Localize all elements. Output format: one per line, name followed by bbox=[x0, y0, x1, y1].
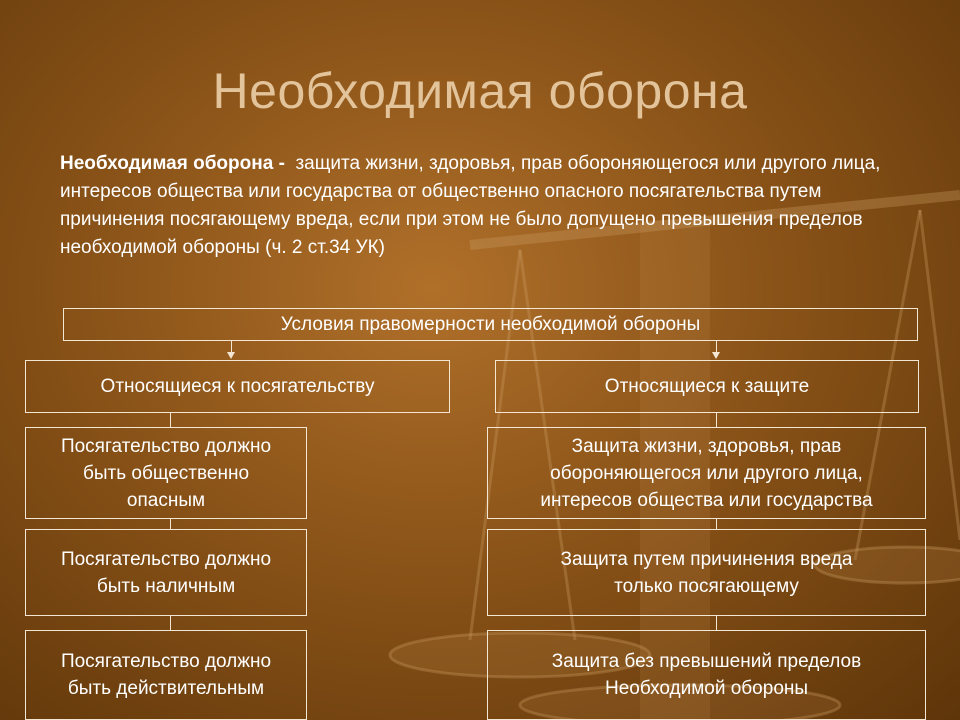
left-header-box bbox=[25, 360, 450, 413]
left-header-label: Относящиеся к посягательству bbox=[100, 376, 375, 397]
left-item-box bbox=[25, 529, 307, 616]
left-item-label: Посягательство должно быть наличным bbox=[60, 548, 272, 597]
right-item-box bbox=[487, 630, 926, 720]
left-item-label: Посягательство должно быть действительным bbox=[60, 651, 272, 699]
left-item-box bbox=[25, 630, 307, 720]
right-item-box bbox=[487, 529, 926, 616]
page-title: Необходимая оборона bbox=[212, 63, 748, 119]
definition-text: защита жизни, здоровья, прав обороняющегося или другого лица, интересов общества или государства от общественно опасного посягательства путем причинения посягающему вреда, если при этом не было допущено превышения пределов необходимой обороны (ч. 2 ст.34 УК) bbox=[60, 153, 881, 258]
root-conditions-label: Условия правомерности необходимой обороны bbox=[280, 314, 701, 335]
right-item-box bbox=[487, 427, 926, 519]
right-item-label: Защита без превышений пределов Необходимой обороны bbox=[551, 651, 862, 699]
connector-right-3 bbox=[716, 616, 717, 630]
right-header-box bbox=[495, 360, 919, 413]
connector-left-2 bbox=[170, 519, 171, 529]
definition-term: Необходимая оборона - bbox=[60, 153, 285, 174]
connector-left-1 bbox=[170, 413, 171, 427]
right-item-label: Защита жизни, здоровья, прав обороняющегося или другого лица, интересов общества или государства bbox=[540, 435, 873, 511]
connector-left-3 bbox=[170, 616, 171, 630]
right-header-label: Относящиеся к защите bbox=[604, 376, 810, 397]
right-item-label: Защита путем причинения вреда только посягающему bbox=[560, 548, 853, 597]
arrow-root-right bbox=[712, 352, 720, 359]
left-item-label: Посягательство должно быть общественно опасным bbox=[60, 435, 272, 511]
arrow-root-left bbox=[227, 352, 235, 359]
left-item-box bbox=[25, 427, 307, 519]
definition-paragraph bbox=[60, 150, 920, 262]
connector-right-1 bbox=[716, 413, 717, 427]
root-conditions-box bbox=[63, 308, 918, 341]
connector-right-2 bbox=[716, 519, 717, 529]
